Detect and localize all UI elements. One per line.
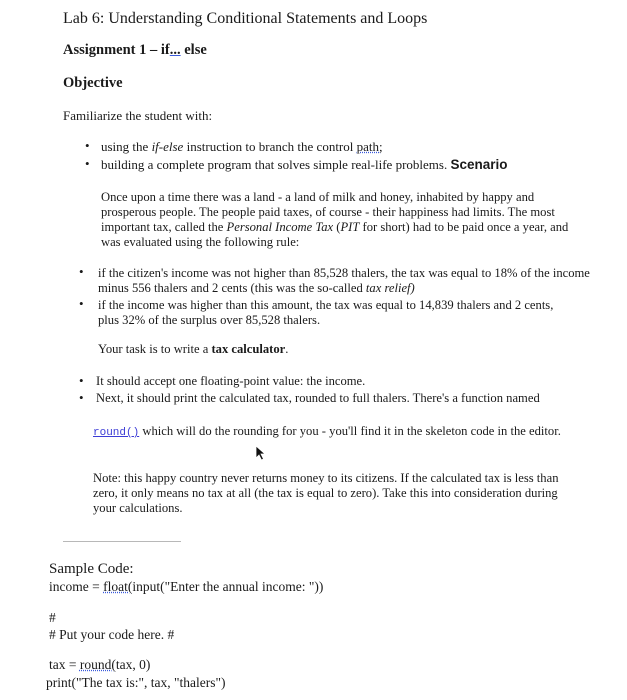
b1-link: path; (356, 139, 383, 154)
bullet-icon: • (79, 373, 84, 388)
round-fn: round( (79, 657, 116, 672)
b1-pre: using the (101, 139, 152, 154)
rule-low-income (98, 266, 590, 296)
rule-high-income: if the income was higher than this amount, the tax was equal to 14,839 thalers and 2 cents, plus 32% of the surplus over 85,528 thalers. (98, 298, 554, 327)
story-p1: Once upon a time there was a land - a land of milk and honey, inhabited by happy and prosperous people. The people paid taxes, of course - their happiness had limits. The most important tax, called the (101, 190, 555, 234)
income-post: input("Enter the annual income: ")) (132, 579, 324, 594)
bullet-icon: • (85, 156, 90, 171)
divider (63, 541, 181, 542)
rule1-em: tax relief) (365, 281, 415, 295)
page-title: Lab 6: Understanding Conditional Statements and Loops (63, 10, 428, 27)
b2-pre: building a complete program that solves simple real-life problems. (101, 157, 451, 172)
note-paragraph: Note: this happy country never returns money to its citizens. If the calculated tax is less than zero, it only means no tax at all (the tax is equal to zero). Take this into consideration during your calculations. (93, 471, 559, 515)
bullet-if-else (101, 139, 383, 155)
req-print: Next, it should print the calculated tax, rounded to full thalers. There's a function named (96, 391, 540, 405)
sample-heading: Sample Code: (49, 561, 134, 577)
bullet-program (101, 157, 508, 173)
scenario-label: Scenario (450, 157, 508, 172)
float-fn: float( (103, 579, 133, 594)
task-pre: Your task is to write a (98, 342, 212, 356)
bullet-icon: • (79, 296, 84, 311)
bullet-icon: • (85, 138, 90, 153)
round-code: round() (93, 427, 140, 439)
tax-post: tax, 0) (115, 657, 151, 672)
income-pre: income = (49, 579, 104, 594)
tax-pre: tax = (49, 657, 80, 672)
story-em: Personal Income Tax (226, 220, 334, 234)
req-float: It should accept one floating-point value: the income. (96, 374, 366, 388)
bullet-icon: • (79, 390, 84, 405)
code-line-tax (49, 657, 150, 673)
code-line-income (49, 579, 323, 595)
story-end: for short) had to be paid once a year, and was evaluated using the following rule: (101, 220, 569, 249)
code-comment: # Put your code here. # (49, 627, 175, 642)
story-mid: ( (333, 220, 341, 234)
task-line (98, 342, 288, 357)
rule1-text: if the citizen's income was not higher than 85,528 thalers, the tax was equal to 18% of the income minus 556 thalers and 2 cents (this was the so-called (98, 266, 590, 295)
b1-mid: instruction to branch the control (183, 139, 357, 154)
story-em2: PIT (340, 220, 360, 234)
task-bold: tax calculator (211, 342, 286, 356)
assignment-dots: ... (169, 42, 181, 58)
bullet-icon: • (79, 264, 84, 279)
b1-em: if-else (151, 139, 184, 154)
assignment-prefix: Assignment 1 – if (63, 42, 170, 58)
mouse-pointer-icon (255, 445, 267, 461)
task-end: . (285, 342, 289, 356)
code-line-print: print("The tax is:", tax, "thalers") (46, 675, 226, 690)
familiarize-text: Familiarize the student with: (63, 108, 213, 123)
assignment-heading (63, 42, 207, 59)
round-text: which will do the rounding for you - you'll find it in the skeleton code in the editor. (139, 424, 561, 438)
story-paragraph (101, 190, 591, 250)
assignment-suffix: else (180, 42, 207, 58)
objective-heading: Objective (63, 75, 123, 91)
code-hash: # (49, 610, 56, 625)
round-paragraph (93, 424, 578, 441)
